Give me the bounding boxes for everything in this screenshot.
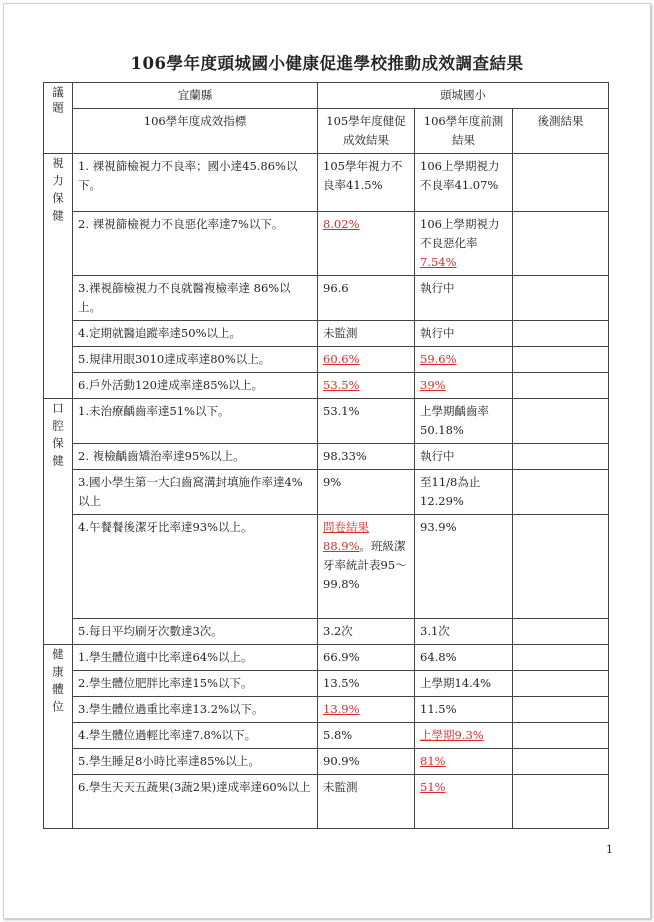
result-post-cell [513,399,609,444]
result-106-pre-cell [415,470,513,515]
result-105-cell [318,671,415,697]
result-106-value: 81% [420,754,446,768]
result-106-pre-cell [415,212,513,276]
result-106-value: 執行中 [420,326,455,340]
result-106-value: 64.8% [420,650,457,664]
indicator-cell: 6.學生天天五蔬果(3蔬2果)達成率達60%以上 [73,775,318,829]
result-106-value: 上學期齲齒率50.18% [420,404,489,437]
col-106-pre-header: 106學年度前測結果 [415,109,513,154]
result-post-cell [513,697,609,723]
indicator-cell: 5.每日平均刷牙次數達3次。 [73,619,318,645]
result-105-cell [318,212,415,276]
result-post-cell [513,749,609,775]
result-105-cell [318,619,415,645]
page-title: 106學年度頭城國小健康促進學校推動成效調查結果 [130,54,524,73]
table-row [44,671,609,697]
page-number: 1 [606,843,613,856]
topic-label: 口腔保健 [51,402,65,472]
result-post-cell [513,276,609,321]
table-row [44,347,609,373]
result-105-cell [318,723,415,749]
result-post-cell [513,212,609,276]
result-105-value: 未監測 [323,326,358,340]
result-106-value: 至11/8為止12.29% [420,475,481,508]
result-post-cell [513,723,609,749]
table-row [44,723,609,749]
result-106-value: 93.9% [420,520,457,534]
result-post-cell [513,515,609,619]
result-106-pre-cell [415,444,513,470]
indicator-column-header: 106學年度成效指標 [73,109,318,154]
result-106-pre-cell [415,399,513,444]
result-105-value: 53.5% [323,378,360,392]
result-106-value: 106上學期視力不良率41.07% [420,159,500,192]
result-105-note: 。班級潔牙率統計表95～99.8% [323,539,407,591]
result-106-pre-cell [415,321,513,347]
result-106-value: 59.6% [420,352,457,366]
indicator-cell: 1.學生體位適中比率達64%以上。 [73,645,318,671]
table-row [44,399,609,444]
result-105-cell [318,749,415,775]
result-105-value: 96.6 [323,281,349,295]
table-row [44,276,609,321]
result-105-cell [318,515,415,619]
result-105-value: 53.1% [323,404,360,418]
result-105-cell [318,154,415,212]
result-post-cell [513,775,609,829]
result-post-cell [513,373,609,399]
topic-cell [44,399,73,645]
result-105-cell [318,321,415,347]
result-106-pre-cell [415,749,513,775]
result-106-pre-cell [415,373,513,399]
result-106-pre-cell [415,347,513,373]
result-105-value: 8.02% [323,217,360,231]
result-106-pre-cell [415,723,513,749]
result-105-cell [318,399,415,444]
result-105-cell [318,470,415,515]
result-105-value: 90.9% [323,754,360,768]
result-105-value: 98.33% [323,449,367,463]
table-row [44,775,609,829]
indicator-cell: 2. 裸視篩檢視力不良惡化率達7%以下。 [73,212,318,276]
table-row [44,645,609,671]
result-106-pre-cell [415,645,513,671]
result-105-value: 13.9% [323,702,360,716]
table-row [44,373,609,399]
table-row [44,749,609,775]
topic-header-label: 議題 [51,86,65,117]
table-row [44,697,609,723]
result-105-cell [318,645,415,671]
result-106-pre-cell [415,515,513,619]
result-105-cell [318,444,415,470]
result-105-value: 105學年視力不良率41.5% [323,159,403,192]
indicator-cell: 2. 複檢齲齒矯治率達95%以上。 [73,444,318,470]
col-105-header: 105學年度健促成效結果 [318,109,415,154]
result-106-value: 51% [420,780,446,794]
table-row [44,154,609,212]
result-106-pre-cell [415,276,513,321]
result-105-value: 3.2次 [323,624,353,638]
result-106-value: 7.54% [420,255,457,269]
table-row [44,515,609,619]
result-106-value: 上學期9.3% [420,728,484,742]
result-105-value: 未監測 [323,780,358,794]
result-105-cell [318,697,415,723]
result-106-pre-cell [415,775,513,829]
indicator-cell: 3.學生體位過重比率達13.2%以下。 [73,697,318,723]
result-105-cell [318,276,415,321]
result-106-value: 執行中 [420,281,455,295]
result-post-cell [513,671,609,697]
result-105-value: 66.9% [323,650,360,664]
result-106-pre-cell [415,619,513,645]
result-106-value: 39% [420,378,446,392]
indicator-cell: 4.學生體位過輕比率達7.8%以下。 [73,723,318,749]
table-row [44,444,609,470]
indicator-cell: 5.學生睡足8小時比率達85%以上。 [73,749,318,775]
result-post-cell [513,645,609,671]
indicator-cell: 3.裸視篩檢視力不良就醫複檢率達 86%以上。 [73,276,318,321]
indicator-cell: 6.戶外活動120達成率達85%以上。 [73,373,318,399]
result-105-value: 13.5% [323,676,360,690]
result-105-value: 5.8% [323,728,353,742]
indicator-cell: 1.未治療齲齒率達51%以下。 [73,399,318,444]
result-106-label: 106上學期視力不良惡化率 [420,217,500,250]
table-row [44,212,609,276]
topic-label: 視力保健 [51,157,65,227]
result-post-cell [513,470,609,515]
result-105-cell [318,775,415,829]
result-post-cell [513,444,609,470]
result-106-value: 執行中 [420,449,455,463]
col-post-header: 後測結果 [513,109,609,154]
table-row [44,619,609,645]
topic-header [44,83,73,154]
result-106-pre-cell [415,697,513,723]
topic-label: 健康體位 [51,648,65,718]
indicator-cell: 2.學生體位肥胖比率達15%以下。 [73,671,318,697]
indicator-cell: 1. 裸視篩檢視力不良率；國小達45.86%以下。 [73,154,318,212]
result-105-value: 問卷結果88.9% [323,520,369,553]
result-post-cell [513,154,609,212]
topic-cell [44,645,73,829]
result-post-cell [513,619,609,645]
result-106-value: 3.1次 [420,624,450,638]
result-106-pre-cell [415,154,513,212]
topic-cell [44,154,73,399]
result-105-value: 9% [323,475,342,489]
result-105-cell [318,373,415,399]
table-row [44,470,609,515]
result-post-cell [513,321,609,347]
result-106-value: 11.5% [420,702,457,716]
indicator-cell: 3.國小學生第一大臼齒窩溝封填施作率達4%以上 [73,470,318,515]
indicator-cell: 5.規律用眼3010達成率達80%以上。 [73,347,318,373]
school-header: 頭城國小 [318,83,609,109]
table-row [44,321,609,347]
result-106-value: 上學期14.4% [420,676,492,690]
county-header: 宜蘭縣 [73,83,318,109]
result-106-pre-cell [415,671,513,697]
result-post-cell [513,347,609,373]
result-105-cell [318,347,415,373]
indicator-cell: 4.午餐餐後潔牙比率達93%以上。 [73,515,318,619]
result-105-value: 60.6% [323,352,360,366]
results-table [43,82,609,829]
indicator-cell: 4.定期就醫追蹤率達50%以上。 [73,321,318,347]
